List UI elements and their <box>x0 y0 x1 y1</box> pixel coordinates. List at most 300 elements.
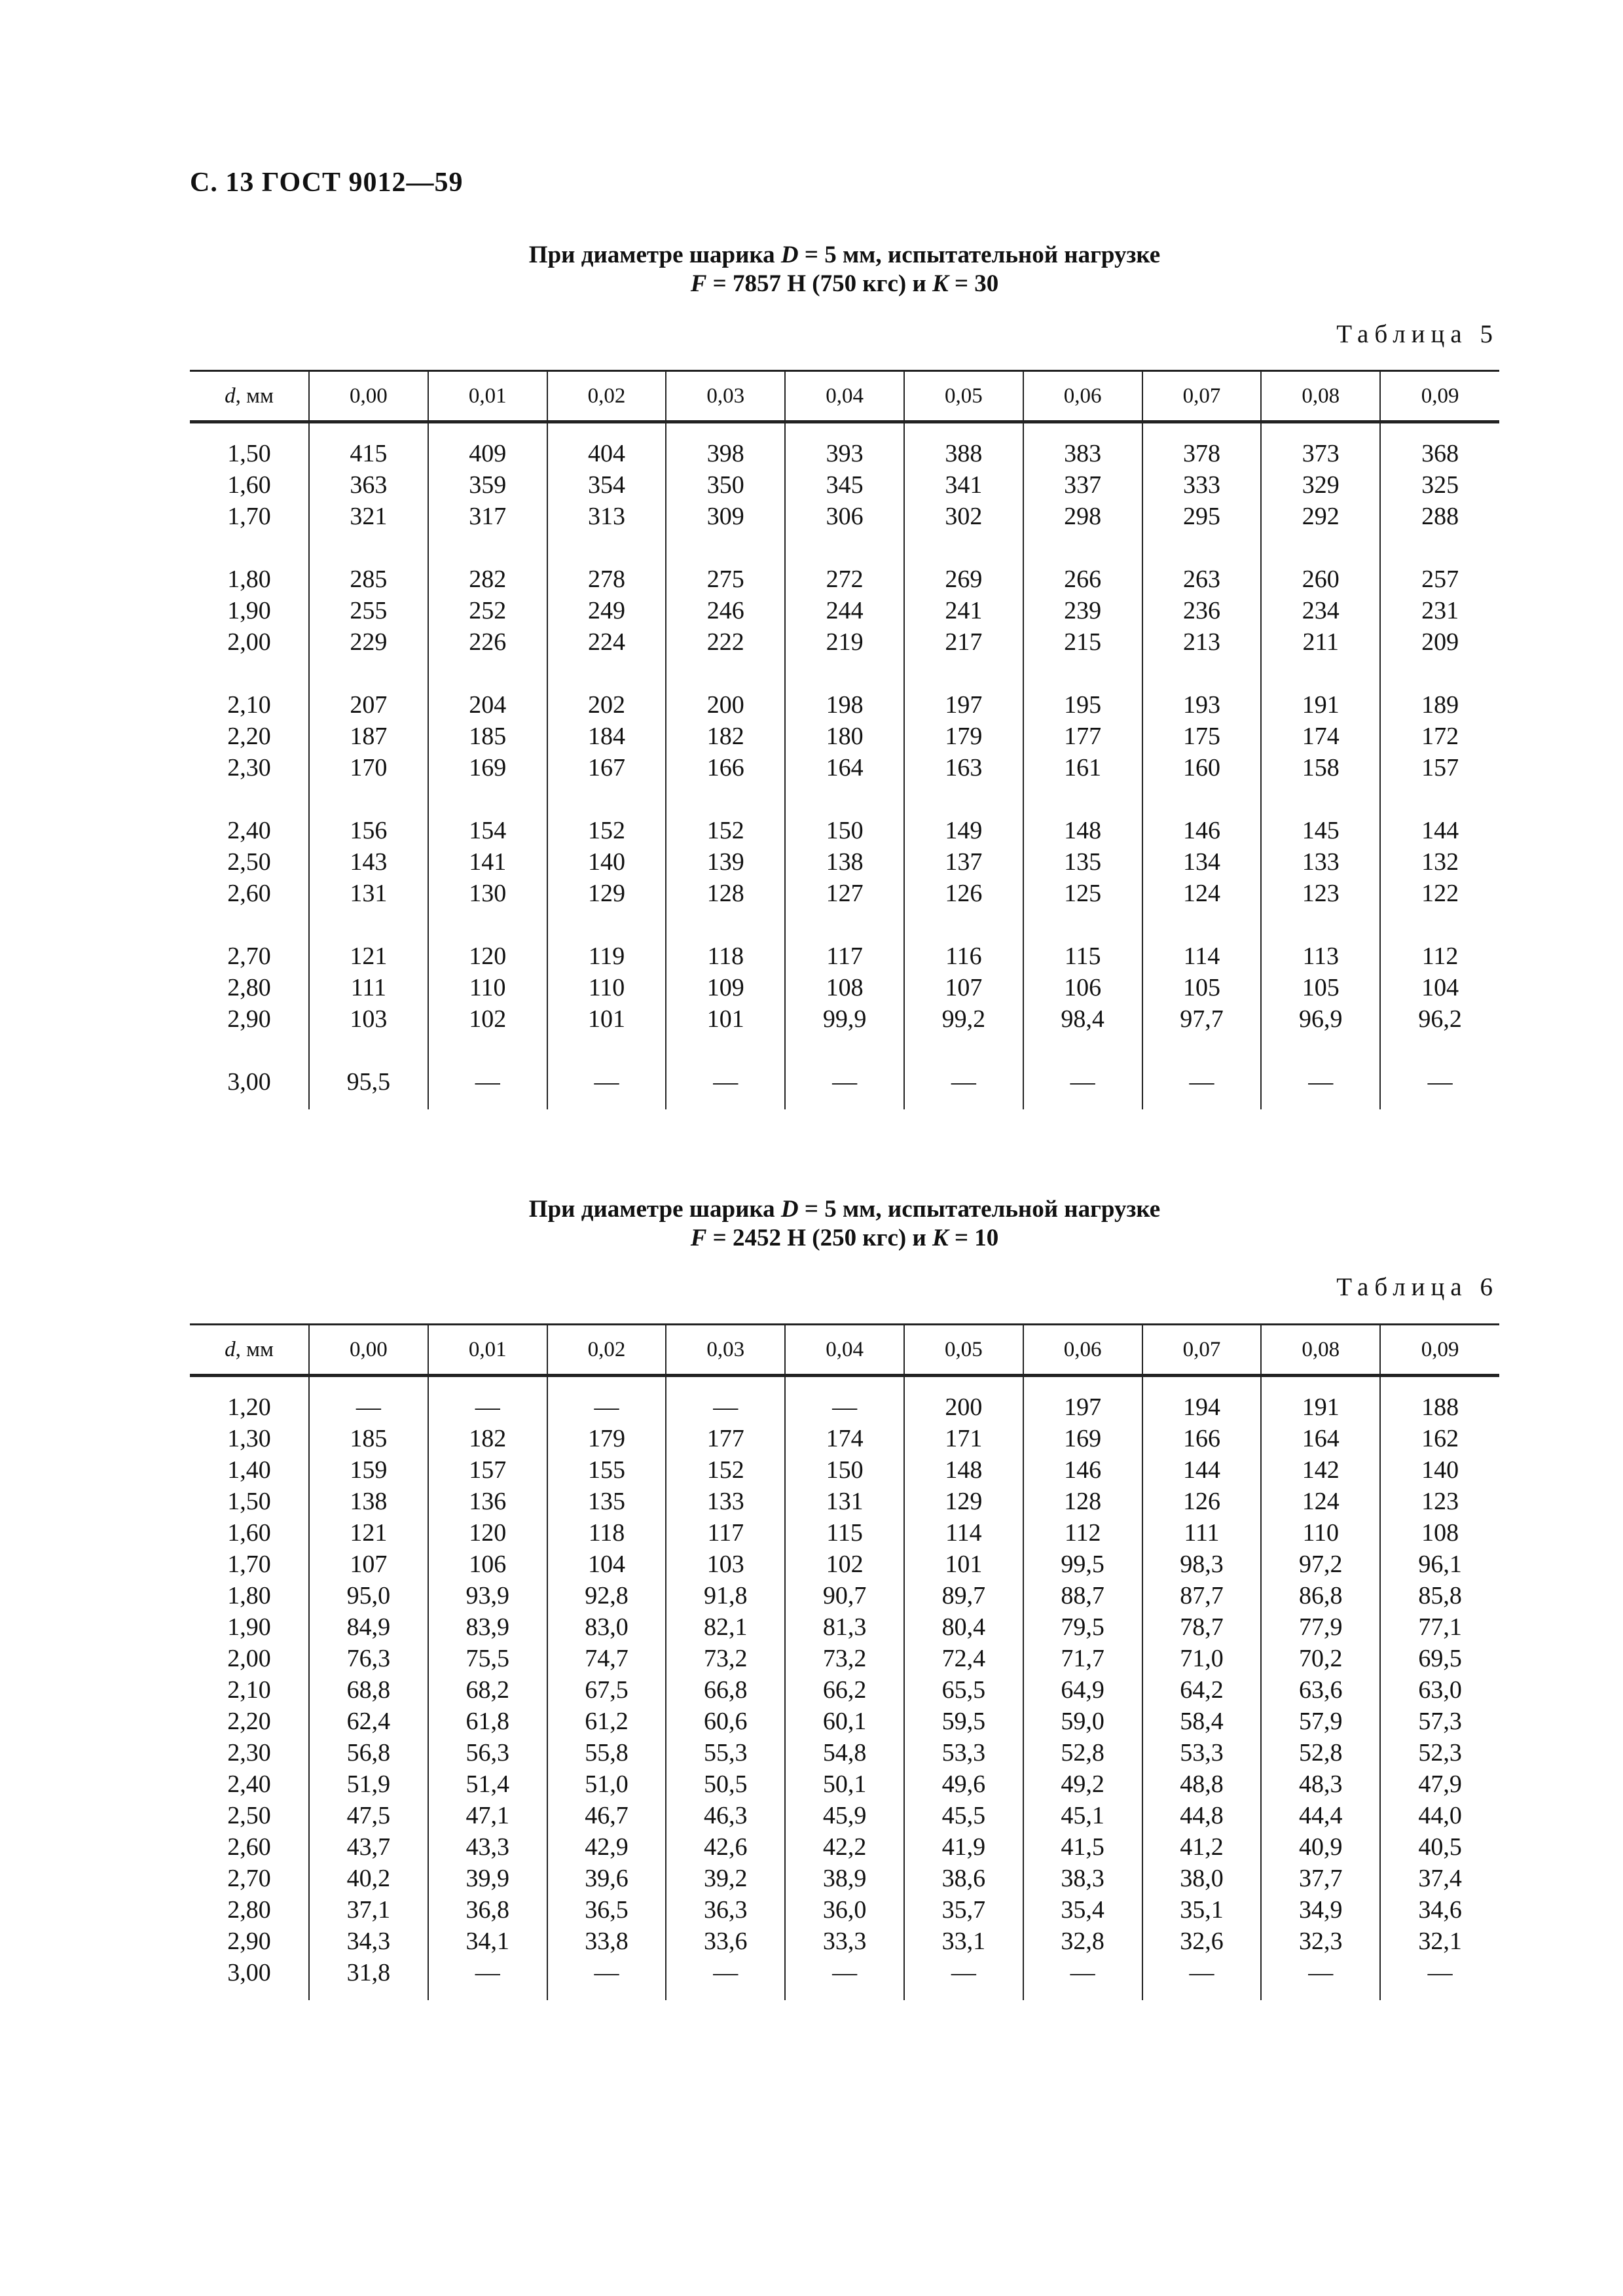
spacer-row <box>190 783 1499 815</box>
table-cell: 99,2 <box>904 1003 1023 1035</box>
table-cell: 45,5 <box>904 1800 1023 1831</box>
spacer-cell <box>190 1376 309 1392</box>
table-cell: 41,5 <box>1023 1831 1142 1863</box>
spacer-cell <box>428 1035 547 1066</box>
spacer-cell <box>1023 1988 1142 2000</box>
spacer-cell <box>785 1376 904 1392</box>
table-cell: 114 <box>904 1517 1023 1549</box>
table-cell: 185 <box>309 1423 428 1454</box>
table-cell: 285 <box>309 564 428 595</box>
table-cell: 121 <box>309 1517 428 1549</box>
spacer-cell <box>666 422 785 439</box>
spacer-cell <box>1261 1098 1380 1109</box>
table-cell: 236 <box>1142 595 1262 626</box>
table-row <box>190 1926 1499 1957</box>
table-cell: 36,5 <box>547 1894 666 1926</box>
table-cell: 63,0 <box>1380 1674 1499 1706</box>
spacer-cell <box>309 783 428 815</box>
table-cell: 76,3 <box>309 1643 428 1674</box>
column-header: 0,06 <box>1023 1325 1142 1376</box>
table-cell: 104 <box>1380 972 1499 1003</box>
table-cell: 87,7 <box>1142 1580 1262 1611</box>
table-row <box>190 626 1499 658</box>
table-cell: 175 <box>1142 721 1262 752</box>
table-cell: 164 <box>1261 1423 1380 1454</box>
table-cell: 202 <box>547 689 666 721</box>
table-cell: 50,5 <box>666 1768 785 1800</box>
row-label-d: 2,40 <box>227 1770 271 1798</box>
table-cell: 133 <box>666 1486 785 1517</box>
column-header: 0,09 <box>1380 371 1499 422</box>
spacer-cell <box>1380 1376 1499 1392</box>
table-cell: 345 <box>785 469 904 501</box>
table-cell: 65,5 <box>904 1674 1023 1706</box>
table-cell: 91,8 <box>666 1580 785 1611</box>
row-label-d: 1,70 <box>227 503 271 530</box>
table-cell: 44,8 <box>1142 1800 1262 1831</box>
table-cell: 33,8 <box>547 1926 666 1957</box>
table-row <box>190 1894 1499 1926</box>
table-cell: 182 <box>666 721 785 752</box>
column-header: 0,06 <box>1023 371 1142 422</box>
table-cell: 166 <box>1142 1423 1262 1454</box>
table-cell: 109 <box>666 972 785 1003</box>
table-cell: 337 <box>1023 469 1142 501</box>
table-cell: 46,7 <box>547 1800 666 1831</box>
table-cell: 187 <box>309 721 428 752</box>
spacer-cell <box>428 1376 547 1392</box>
table-cell: 45,9 <box>785 1800 904 1831</box>
table-cell: — <box>666 1391 785 1423</box>
table-cell: 82,1 <box>666 1611 785 1643</box>
spacer-cell <box>785 1035 904 1066</box>
table-cell: 108 <box>785 972 904 1003</box>
table-cell: 38,0 <box>1142 1863 1262 1894</box>
spacer-cell <box>309 1035 428 1066</box>
row-label-d: 1,70 <box>227 1551 271 1578</box>
table-cell: 329 <box>1261 469 1380 501</box>
spacer-cell <box>1142 1035 1262 1066</box>
spacer-cell <box>1380 1035 1499 1066</box>
spacer-cell <box>1023 1098 1142 1109</box>
table-cell: 120 <box>428 941 547 972</box>
table-cell: 138 <box>785 846 904 878</box>
table-cell: 234 <box>1261 595 1380 626</box>
table-cell: 59,0 <box>1023 1706 1142 1737</box>
table-cell: 34,3 <box>309 1926 428 1957</box>
table-cell: 146 <box>1142 815 1262 846</box>
table-cell: 60,6 <box>666 1706 785 1737</box>
table-cell: 163 <box>904 752 1023 783</box>
spacer-cell <box>1261 1035 1380 1066</box>
table-cell: 104 <box>547 1549 666 1580</box>
table-cell: 215 <box>1023 626 1142 658</box>
page-header: С. 13 ГОСТ 9012—59 <box>190 168 464 198</box>
row-label-d: 1,80 <box>227 1582 271 1609</box>
table-cell: 241 <box>904 595 1023 626</box>
table-row <box>190 1706 1499 1737</box>
table-row <box>190 1423 1499 1454</box>
spacer-cell <box>190 909 309 941</box>
table-cell: 97,2 <box>1261 1549 1380 1580</box>
table-cell: 119 <box>547 941 666 972</box>
table-cell: 321 <box>309 501 428 532</box>
table-cell: 45,1 <box>1023 1800 1142 1831</box>
table-row <box>190 501 1499 532</box>
table-cell: 51,0 <box>547 1768 666 1800</box>
table-cell: 34,6 <box>1380 1894 1499 1926</box>
table-cell: 246 <box>666 595 785 626</box>
table-cell: 354 <box>547 469 666 501</box>
table-cell: 62,4 <box>309 1706 428 1737</box>
table-cell: 47,1 <box>428 1800 547 1831</box>
table-cell: 93,9 <box>428 1580 547 1611</box>
table-cell: 66,8 <box>666 1674 785 1706</box>
table-cell: 131 <box>785 1486 904 1517</box>
spacer-cell <box>785 1988 904 2000</box>
spacer-cell <box>904 532 1023 564</box>
spacer-cell <box>547 1376 666 1392</box>
table-cell: 81,3 <box>785 1611 904 1643</box>
spacer-cell <box>190 422 309 439</box>
spacer-cell <box>1261 422 1380 439</box>
table-cell: 107 <box>309 1549 428 1580</box>
table-cell: 40,2 <box>309 1863 428 1894</box>
table-cell: 74,7 <box>547 1643 666 1674</box>
spacer-row <box>190 1376 1499 1392</box>
table-cell: 78,7 <box>1142 1611 1262 1643</box>
table5-body <box>190 422 1499 1110</box>
table-cell: 156 <box>309 815 428 846</box>
table-cell: 255 <box>309 595 428 626</box>
spacer-cell <box>309 1376 428 1392</box>
spacer-cell <box>904 1988 1023 2000</box>
table-cell: 129 <box>547 878 666 909</box>
spacer-cell <box>547 909 666 941</box>
table-cell: 131 <box>309 878 428 909</box>
table-cell: 132 <box>1380 846 1499 878</box>
table-cell: 288 <box>1380 501 1499 532</box>
table-cell: 224 <box>547 626 666 658</box>
table-row <box>190 1580 1499 1611</box>
table-cell: 41,2 <box>1142 1831 1262 1863</box>
row-label-d: 1,80 <box>227 565 271 593</box>
table-cell: 198 <box>785 689 904 721</box>
table-cell: 84,9 <box>309 1611 428 1643</box>
table-row <box>190 878 1499 909</box>
table-cell: 295 <box>1142 501 1262 532</box>
table-cell: 135 <box>1023 846 1142 878</box>
table-cell: 59,5 <box>904 1706 1023 1737</box>
column-header: 0,02 <box>547 1325 666 1376</box>
table-cell: 325 <box>1380 469 1499 501</box>
spacer-cell <box>785 532 904 564</box>
table-cell: 200 <box>904 1391 1023 1423</box>
table-cell: 177 <box>1023 721 1142 752</box>
table-cell: 169 <box>428 752 547 783</box>
table-cell: 57,9 <box>1261 1706 1380 1737</box>
table-cell: 249 <box>547 595 666 626</box>
row-label-d: 2,00 <box>227 628 271 656</box>
row-label-d: 2,80 <box>227 974 271 1001</box>
spacer-row <box>190 1988 1499 2000</box>
row-label-d: 1,50 <box>227 1488 271 1515</box>
table-cell: 105 <box>1261 972 1380 1003</box>
table-cell: 37,4 <box>1380 1863 1499 1894</box>
row-label-d: 2,60 <box>227 880 271 907</box>
row-label-d: 2,70 <box>227 942 271 970</box>
table-cell: 48,3 <box>1261 1768 1380 1800</box>
row-label-d: 2,90 <box>227 1928 271 1955</box>
table-cell: 172 <box>1380 721 1499 752</box>
table5-caption: При диаметре шарика D = 5 мм, испытательной нагрузке F = 7857 Н (750 кгс) и K = 30 <box>528 242 1161 297</box>
table-cell: 207 <box>309 689 428 721</box>
table-cell: 145 <box>1261 815 1380 846</box>
spacer-cell <box>428 909 547 941</box>
table-cell: 146 <box>1023 1454 1142 1486</box>
table-cell: 55,3 <box>666 1737 785 1768</box>
table-cell: 43,3 <box>428 1831 547 1863</box>
table-cell: 92,8 <box>547 1580 666 1611</box>
table-cell: 98,3 <box>1142 1549 1262 1580</box>
table-cell: 42,9 <box>547 1831 666 1863</box>
table-cell: 160 <box>1142 752 1262 783</box>
table-cell: 88,7 <box>1023 1580 1142 1611</box>
table-cell: 64,2 <box>1142 1674 1262 1706</box>
table-cell: 64,9 <box>1023 1674 1142 1706</box>
table-cell: 122 <box>1380 878 1499 909</box>
table-cell: 195 <box>1023 689 1142 721</box>
table-cell: 37,1 <box>309 1894 428 1926</box>
table-cell: 70,2 <box>1261 1643 1380 1674</box>
table-cell: 49,2 <box>1023 1768 1142 1800</box>
table-cell: 398 <box>666 438 785 469</box>
table-cell: — <box>1380 1957 1499 1988</box>
table-cell: 51,4 <box>428 1768 547 1800</box>
table-row <box>190 438 1499 469</box>
spacer-row <box>190 422 1499 439</box>
table-cell: 108 <box>1380 1517 1499 1549</box>
table-row <box>190 1391 1499 1423</box>
column-header-d: d, мм <box>190 1325 309 1376</box>
table-cell: 269 <box>904 564 1023 595</box>
spacer-cell <box>1380 532 1499 564</box>
table-cell: 159 <box>309 1454 428 1486</box>
table-cell: 158 <box>1261 752 1380 783</box>
table-cell: — <box>1261 1957 1380 1988</box>
spacer-cell <box>1142 658 1262 689</box>
row-label-d: 2,20 <box>227 1708 271 1735</box>
spacer-cell <box>1142 909 1262 941</box>
table-row <box>190 1611 1499 1643</box>
spacer-cell <box>1261 532 1380 564</box>
table-cell: 123 <box>1261 878 1380 909</box>
table-cell: 213 <box>1142 626 1262 658</box>
table-cell: 54,8 <box>785 1737 904 1768</box>
table-row <box>190 1549 1499 1580</box>
table-cell: 306 <box>785 501 904 532</box>
row-label-d: 1,30 <box>227 1425 271 1452</box>
table-cell: 53,3 <box>904 1737 1023 1768</box>
table-cell: 111 <box>1142 1517 1262 1549</box>
table-cell: 204 <box>428 689 547 721</box>
table-cell: 38,3 <box>1023 1863 1142 1894</box>
table-cell: 144 <box>1142 1454 1262 1486</box>
spacer-cell <box>1023 658 1142 689</box>
spacer-cell <box>666 783 785 815</box>
table-cell: 90,7 <box>785 1580 904 1611</box>
table-cell: 150 <box>785 815 904 846</box>
table-cell: 106 <box>1023 972 1142 1003</box>
column-header: 0,05 <box>904 1325 1023 1376</box>
row-label-d: 1,90 <box>227 1613 271 1641</box>
table-cell: 32,1 <box>1380 1926 1499 1957</box>
table-cell: 174 <box>1261 721 1380 752</box>
table-cell: 252 <box>428 595 547 626</box>
row-label-d: 1,20 <box>227 1393 271 1421</box>
table-cell: 96,1 <box>1380 1549 1499 1580</box>
spacer-cell <box>428 783 547 815</box>
spacer-cell <box>785 422 904 439</box>
table-cell: 55,8 <box>547 1737 666 1768</box>
column-header: 0,04 <box>785 1325 904 1376</box>
table-cell: 110 <box>1261 1517 1380 1549</box>
spacer-cell <box>428 658 547 689</box>
spacer-cell <box>1023 909 1142 941</box>
table-cell: 292 <box>1261 501 1380 532</box>
row-label-d: 2,10 <box>227 691 271 719</box>
table-cell: — <box>547 1391 666 1423</box>
row-label-d: 2,10 <box>227 1676 271 1704</box>
spacer-cell <box>309 532 428 564</box>
table-cell: 143 <box>309 846 428 878</box>
spacer-cell <box>190 658 309 689</box>
row-label-d: 2,90 <box>227 1005 271 1033</box>
column-header: 0,04 <box>785 371 904 422</box>
table-row <box>190 1800 1499 1831</box>
spacer-cell <box>1380 909 1499 941</box>
table-cell: — <box>1380 1066 1499 1098</box>
table-cell: 188 <box>1380 1391 1499 1423</box>
table-cell: — <box>309 1391 428 1423</box>
table-cell: 197 <box>904 689 1023 721</box>
table-cell: 68,8 <box>309 1674 428 1706</box>
table-cell: — <box>666 1957 785 1988</box>
table-cell: 118 <box>547 1517 666 1549</box>
spacer-cell <box>1261 1376 1380 1392</box>
table-cell: 102 <box>785 1549 904 1580</box>
table-cell: 350 <box>666 469 785 501</box>
spacer-cell <box>1380 658 1499 689</box>
table-cell: — <box>904 1066 1023 1098</box>
table-cell: 34,9 <box>1261 1894 1380 1926</box>
row-label-d: 2,80 <box>227 1896 271 1924</box>
table-cell: 189 <box>1380 689 1499 721</box>
table-cell: 150 <box>785 1454 904 1486</box>
table-cell: 33,3 <box>785 1926 904 1957</box>
table-cell: 63,6 <box>1261 1674 1380 1706</box>
table-cell: 317 <box>428 501 547 532</box>
table-cell: 37,7 <box>1261 1863 1380 1894</box>
table-cell: 167 <box>547 752 666 783</box>
table-cell: 35,4 <box>1023 1894 1142 1926</box>
table-cell: 101 <box>666 1003 785 1035</box>
spacer-cell <box>1023 783 1142 815</box>
table-cell: 170 <box>309 752 428 783</box>
table-cell: 118 <box>666 941 785 972</box>
table-cell: 139 <box>666 846 785 878</box>
table-cell: — <box>785 1066 904 1098</box>
table-cell: 60,1 <box>785 1706 904 1737</box>
spacer-cell <box>309 1988 428 2000</box>
table-cell: 152 <box>666 1454 785 1486</box>
table-cell: 34,1 <box>428 1926 547 1957</box>
row-label-d: 1,90 <box>227 597 271 624</box>
column-header: 0,03 <box>666 371 785 422</box>
table-cell: 157 <box>428 1454 547 1486</box>
table-cell: 99,5 <box>1023 1549 1142 1580</box>
table-row <box>190 689 1499 721</box>
table-row <box>190 1737 1499 1768</box>
spacer-cell <box>1380 422 1499 439</box>
table-cell: 179 <box>547 1423 666 1454</box>
table-row <box>190 815 1499 846</box>
spacer-cell <box>190 532 309 564</box>
table-cell: 102 <box>428 1003 547 1035</box>
table-cell: 48,8 <box>1142 1768 1262 1800</box>
table-cell: — <box>1142 1066 1262 1098</box>
table-cell: — <box>904 1957 1023 1988</box>
spacer-cell <box>785 658 904 689</box>
table-row <box>190 1831 1499 1863</box>
table-cell: 38,6 <box>904 1863 1023 1894</box>
spacer-cell <box>547 532 666 564</box>
table-cell: 219 <box>785 626 904 658</box>
table-cell: 38,9 <box>785 1863 904 1894</box>
table-row <box>190 469 1499 501</box>
table-row <box>190 1486 1499 1517</box>
table-cell: 110 <box>428 972 547 1003</box>
table-row <box>190 564 1499 595</box>
table6-caption: При диаметре шарика D = 5 мм, испытательной нагрузке F = 2452 Н (250 кгс) и K = 10 <box>528 1196 1161 1251</box>
column-header-d: d, мм <box>190 371 309 422</box>
spacer-cell <box>1142 1988 1262 2000</box>
row-label-d: 1,50 <box>227 440 271 467</box>
table-cell: 278 <box>547 564 666 595</box>
table-cell: 41,9 <box>904 1831 1023 1863</box>
spacer-cell <box>1023 1035 1142 1066</box>
row-label-d: 2,50 <box>227 848 271 876</box>
table-cell: 73,2 <box>785 1643 904 1674</box>
table-cell: 99,9 <box>785 1003 904 1035</box>
table-cell: 141 <box>428 846 547 878</box>
spacer-row <box>190 658 1499 689</box>
table-cell: 134 <box>1142 846 1262 878</box>
table-cell: 177 <box>666 1423 785 1454</box>
table-cell: 49,6 <box>904 1768 1023 1800</box>
table-cell: 42,2 <box>785 1831 904 1863</box>
table-cell: 39,2 <box>666 1863 785 1894</box>
table-cell: 193 <box>1142 689 1262 721</box>
table-cell: 101 <box>904 1549 1023 1580</box>
table-row <box>190 972 1499 1003</box>
table5 <box>190 370 1499 1109</box>
column-header: 0,07 <box>1142 371 1262 422</box>
table-cell: 282 <box>428 564 547 595</box>
table-cell: 53,3 <box>1142 1737 1262 1768</box>
table-cell: 33,6 <box>666 1926 785 1957</box>
table-cell: 231 <box>1380 595 1499 626</box>
